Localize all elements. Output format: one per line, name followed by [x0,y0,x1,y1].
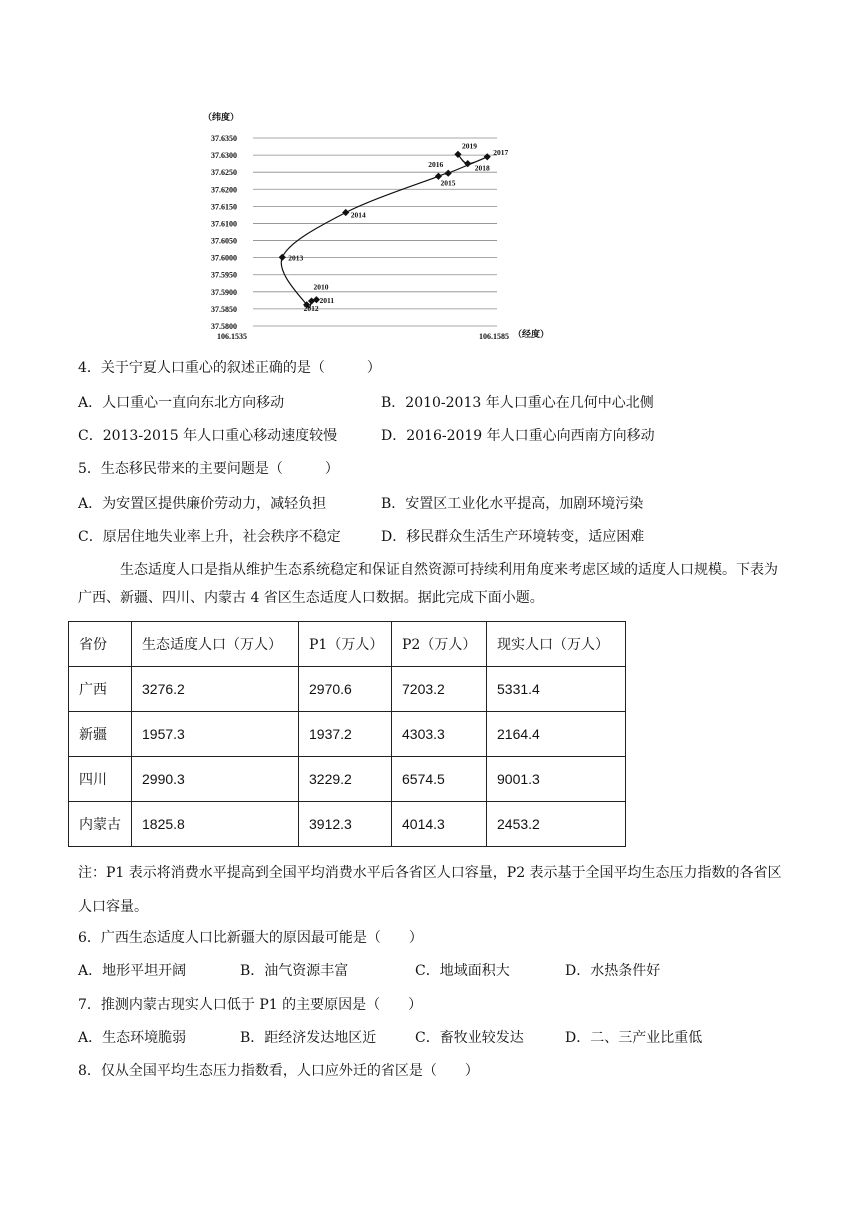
y-tick-label: 37.6150 [211,202,237,212]
data-point-2014 [342,209,349,216]
table-cell: 9001.3 [487,757,626,802]
q5-option-b[interactable]: B．安置区工业化水平提高，加剧环境污染 [381,496,644,512]
x-tick-label: 106.1535 [217,332,247,341]
population-centroid-chart [195,108,565,348]
q4-stem: 4．关于宁夏人口重心的叙述正确的是（ ） [78,360,381,376]
table-cell: 2164.4 [487,712,626,757]
table-cell: 四川 [69,757,132,802]
table-cell: 6574.5 [392,757,487,802]
y-tick-label: 37.6100 [211,219,237,229]
data-label-2013: 2013 [288,253,304,263]
y-tick-label: 37.6200 [211,185,237,195]
y-tick-label: 37.6300 [211,151,237,161]
q7-option-d[interactable]: D．二、三产业比重低 [565,1030,703,1046]
chart-svg [195,108,565,348]
table-header: P2（万人） [392,622,487,667]
table-cell: 新疆 [69,712,132,757]
table-row [69,802,626,847]
data-label-2012: 2012 [303,303,319,313]
table-cell: 广西 [69,667,132,712]
data-point-2017 [484,153,491,160]
q5-stem: 5．生态移民带来的主要问题是（ ） [78,461,339,477]
y-tick-label: 37.6350 [211,134,237,143]
data-label-2017: 2017 [493,147,509,157]
intro-paragraph: 生态适度人口是指从维护生态系统稳定和保证自然资源可持续利用角度来考虑区域的适度人口规模。下表为广西、新疆、四川、内蒙古 4 省区生态适度人口数据。据此完成下面小题。 [78,562,778,606]
q7-option-b[interactable]: B．距经济发达地区近 [240,1030,377,1046]
table-cell: 3229.2 [299,757,392,802]
data-label-2011: 2011 [319,296,335,306]
q7-stem: 7．推测内蒙古现实人口低于 P1 的主要原因是（ ） [78,997,423,1013]
table-row [69,757,626,802]
table-cell: 7203.2 [392,667,487,712]
table-cell: 3912.3 [299,802,392,847]
q6-option-b[interactable]: B．油气资源丰富 [240,963,349,979]
data-label-2016: 2016 [428,160,444,170]
q4-option-a[interactable]: A．人口重心一直向东北方向移动 [78,395,285,411]
y-tick-label: 37.5850 [211,304,237,314]
table-row [69,712,626,757]
data-label-2018: 2018 [474,163,490,173]
table-note: 注：P1 表示将消费水平提高到全国平均消费水平后各省区人口容量，P2 表示基于全国平均生态压力指数的各省区人口容量。 [78,865,782,915]
data-label-2014: 2014 [350,210,366,220]
table-cell: 1825.8 [132,802,299,847]
table-cell: 3276.2 [132,667,299,712]
y-tick-label: 37.6050 [211,236,237,246]
y-tick-label: 37.5900 [211,287,237,297]
data-point-2016 [445,170,452,177]
q7-option-a[interactable]: A．生态环境脆弱 [78,1030,187,1046]
table-cell: 1957.3 [132,712,299,757]
table-header: 现实人口（万人） [487,622,626,667]
ecology-population-table [68,621,626,847]
x-tick-label: 106.1585 [479,332,509,341]
table-cell: 2990.3 [132,757,299,802]
y-tick-label: 37.5800 [211,322,237,331]
q6-stem: 6．广西生态适度人口比新疆大的原因最可能是（ ） [78,930,423,946]
table-cell: 内蒙古 [69,802,132,847]
table-cell: 1937.2 [299,712,392,757]
table-header: 生态适度人口（万人） [132,622,299,667]
q8-stem: 8．仅从全国平均生态压力指数看，人口应外迁的省区是（ ） [78,1063,479,1079]
y-axis-label: （纬度） [203,112,240,122]
data-label-2010: 2010 [313,282,329,292]
data-point-2013 [279,254,286,261]
data-label-2019: 2019 [461,141,477,151]
q5-option-c[interactable]: C．原居住地失业率上升，社会秩序不稳定 [78,529,341,545]
y-tick-label: 37.5950 [211,270,237,280]
table-cell: 4303.3 [392,712,487,757]
q4-option-d[interactable]: D．2016-2019 年人口重心向西南方向移动 [381,428,655,444]
table-cell: 4014.3 [392,802,487,847]
q6-option-c[interactable]: C．地域面积大 [415,963,510,979]
table-row [69,667,626,712]
table-cell: 2453.2 [487,802,626,847]
y-tick-label: 37.6000 [211,253,237,263]
q5-option-a[interactable]: A．为安置区提供廉价劳动力，减轻负担 [78,496,327,512]
q6-option-a[interactable]: A．地形平坦开阔 [78,963,187,979]
table-header: P1（万人） [299,622,392,667]
q4-option-b[interactable]: B．2010-2013 年人口重心在几何中心北侧 [381,395,654,411]
data-label-2015: 2015 [440,178,456,188]
q5-option-d[interactable]: D．移民群众生活生产环境转变，适应困难 [381,529,645,545]
q6-option-d[interactable]: D．水热条件好 [565,963,661,979]
q4-option-c[interactable]: C．2013-2015 年人口重心移动速度较慢 [78,428,338,444]
y-tick-label: 37.6250 [211,168,237,178]
table-header-row [69,622,626,667]
table-cell: 2970.6 [299,667,392,712]
table-header: 省份 [69,622,132,667]
table-cell: 5331.4 [487,667,626,712]
x-axis-label: （经度） [513,329,550,339]
q7-option-c[interactable]: C．畜牧业较发达 [415,1030,524,1046]
series-line [281,154,487,307]
